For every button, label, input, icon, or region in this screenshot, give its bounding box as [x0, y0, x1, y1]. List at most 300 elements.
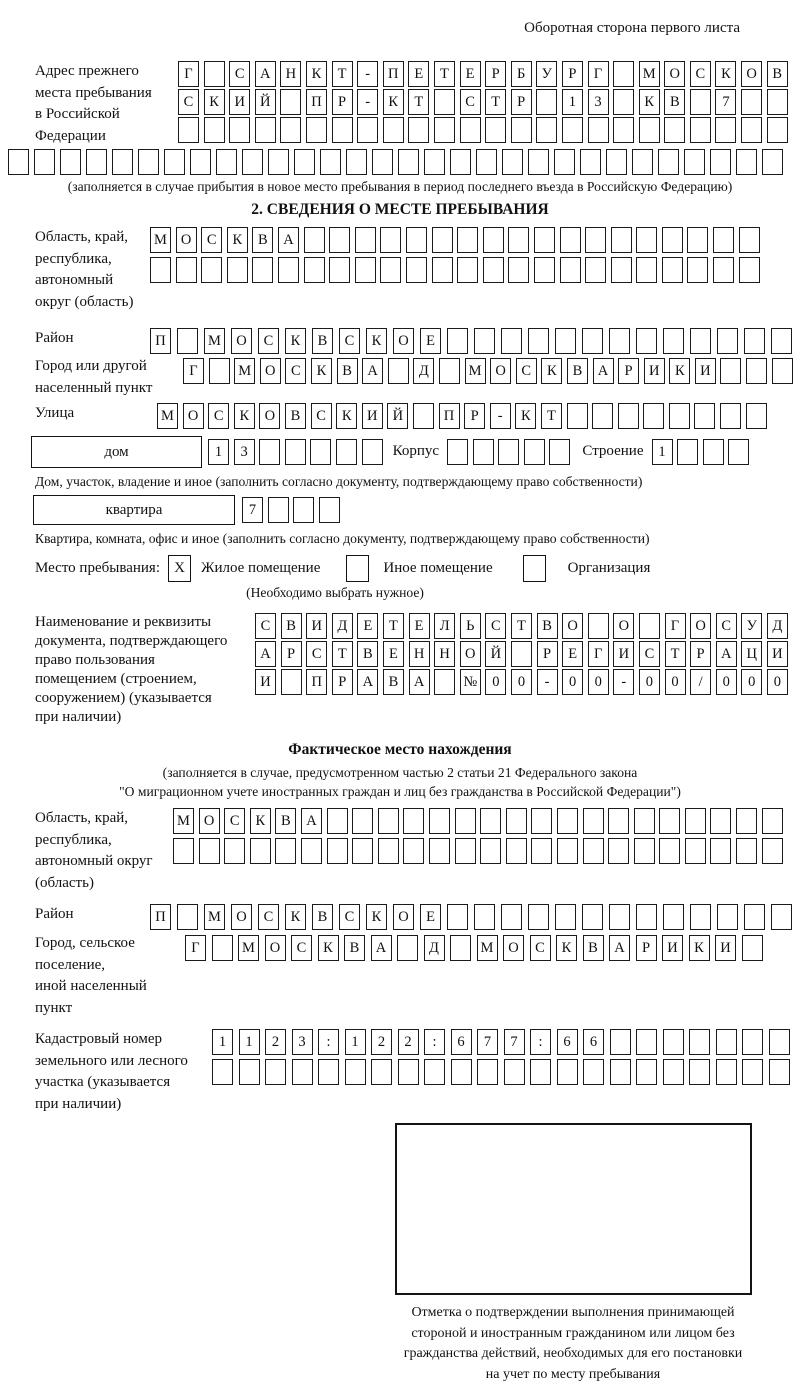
char-box: 6	[557, 1029, 578, 1055]
char-box	[259, 439, 280, 465]
char-box: 7	[715, 89, 736, 115]
char-box	[320, 149, 341, 175]
char-box	[292, 1059, 313, 1085]
char-box: С	[258, 904, 279, 930]
section2-title: 2. СВЕДЕНИЯ О МЕСТЕ ПРЕБЫВАНИЯ	[251, 201, 549, 218]
char-box	[720, 403, 741, 429]
char-box	[380, 227, 401, 253]
char-box	[480, 808, 501, 834]
char-box	[762, 838, 783, 864]
char-box	[506, 838, 527, 864]
fact-city-row	[185, 935, 763, 961]
char-box	[531, 838, 552, 864]
char-box: Б	[511, 61, 532, 87]
char-box	[659, 808, 680, 834]
char-box: С	[224, 808, 245, 834]
char-box	[319, 497, 340, 523]
char-box: М	[157, 403, 178, 429]
char-box	[34, 149, 55, 175]
char-box: К	[556, 935, 577, 961]
char-box	[378, 838, 399, 864]
char-box	[212, 1059, 233, 1085]
char-box	[592, 403, 613, 429]
char-box	[713, 257, 734, 283]
char-box: К	[285, 904, 306, 930]
char-box	[634, 808, 655, 834]
char-box: К	[336, 403, 357, 429]
char-box	[204, 61, 225, 87]
char-box	[362, 439, 383, 465]
char-box: В	[252, 227, 273, 253]
char-box	[769, 1029, 790, 1055]
stamp-area	[395, 1123, 800, 1295]
char-box	[580, 149, 601, 175]
char-box: -	[537, 669, 558, 695]
char-box	[744, 904, 765, 930]
char-box: С	[255, 613, 276, 639]
char-box	[613, 61, 634, 87]
char-box: И	[306, 613, 327, 639]
char-box	[304, 227, 325, 253]
char-box: И	[255, 669, 276, 695]
char-box: 2	[265, 1029, 286, 1055]
char-box	[229, 117, 250, 143]
char-box	[534, 257, 555, 283]
char-box	[636, 904, 657, 930]
char-box: М	[150, 227, 171, 253]
char-box	[536, 89, 557, 115]
char-box: А	[278, 227, 299, 253]
korpus-row	[447, 439, 570, 465]
char-box	[762, 808, 783, 834]
char-box: Д	[767, 613, 788, 639]
char-box	[662, 257, 683, 283]
char-box	[403, 838, 424, 864]
char-box	[567, 403, 588, 429]
fact-city-label: Город, сельское поселение, иной населенный пункт	[35, 935, 147, 1016]
char-box	[610, 1029, 631, 1055]
char-box	[742, 1059, 763, 1085]
char-box	[304, 257, 325, 283]
char-box	[585, 257, 606, 283]
prev-address-row-2	[178, 89, 788, 115]
char-box: Е	[420, 904, 441, 930]
char-box: Г	[588, 61, 609, 87]
oblast-rows	[150, 227, 760, 287]
char-box: Т	[665, 641, 686, 667]
char-box: В	[537, 613, 558, 639]
char-box	[549, 439, 570, 465]
residential-label: Жилое помещение	[201, 560, 321, 576]
char-box	[455, 808, 476, 834]
char-box: Е	[420, 328, 441, 354]
char-box	[588, 613, 609, 639]
char-box	[397, 935, 418, 961]
residential-checkbox: X	[168, 555, 191, 582]
char-box	[406, 227, 427, 253]
char-box	[60, 149, 81, 175]
char-box: С	[530, 935, 551, 961]
char-box: О	[664, 61, 685, 87]
char-box	[301, 838, 322, 864]
char-box	[717, 328, 738, 354]
char-box	[710, 808, 731, 834]
char-box	[498, 439, 519, 465]
char-box: Т	[383, 613, 404, 639]
raion-label: Район	[35, 330, 74, 346]
char-box	[713, 227, 734, 253]
oblast-row-2	[150, 257, 760, 283]
char-box	[212, 935, 233, 961]
char-box	[329, 257, 350, 283]
char-box: А	[593, 358, 614, 384]
char-box	[345, 1059, 366, 1085]
char-box	[250, 838, 271, 864]
char-box	[280, 89, 301, 115]
char-box: Г	[178, 61, 199, 87]
char-box	[383, 117, 404, 143]
other-premises-label: Иное помещение	[383, 560, 493, 576]
char-box: Г	[183, 358, 204, 384]
char-box	[476, 149, 497, 175]
char-box: 7	[477, 1029, 498, 1055]
fact-oblast-row-1	[173, 808, 783, 834]
char-box: 3	[588, 89, 609, 115]
fact-note-1: (заполняется в случае, предусмотренном частью 2 статьи 21 Федерального закона	[162, 765, 638, 780]
char-box	[294, 149, 315, 175]
char-box: Н	[409, 641, 430, 667]
char-box: 2	[371, 1029, 392, 1055]
char-box	[663, 328, 684, 354]
char-box: Р	[690, 641, 711, 667]
char-box	[739, 227, 760, 253]
char-box	[534, 227, 555, 253]
char-box	[636, 1029, 657, 1055]
stay-type-note: (Необходимо выбрать нужное)	[246, 585, 424, 600]
char-box	[480, 838, 501, 864]
char-box: Р	[464, 403, 485, 429]
char-box: М	[465, 358, 486, 384]
char-box: О	[231, 328, 252, 354]
char-box: Т	[332, 61, 353, 87]
char-box	[434, 117, 455, 143]
char-box	[728, 439, 749, 465]
char-box	[690, 117, 711, 143]
char-box: К	[306, 61, 327, 87]
char-box: 1	[208, 439, 229, 465]
char-box	[285, 439, 306, 465]
char-box: О	[503, 935, 524, 961]
char-box: И	[613, 641, 634, 667]
char-box	[560, 257, 581, 283]
char-box: С	[229, 61, 250, 87]
char-box: :	[318, 1029, 339, 1055]
char-box	[406, 257, 427, 283]
char-box: К	[689, 935, 710, 961]
char-box	[138, 149, 159, 175]
char-box	[771, 904, 792, 930]
stroenie-label: Строение	[582, 443, 644, 460]
char-box: В	[664, 89, 685, 115]
cadastre-label: Кадастровый номер земельного или лесного участка (указывается при наличии)	[35, 1031, 188, 1112]
char-box: П	[150, 904, 171, 930]
char-box	[685, 838, 706, 864]
char-box: П	[306, 669, 327, 695]
char-box: Д	[413, 358, 434, 384]
char-box: 0	[511, 669, 532, 695]
city-section	[0, 356, 800, 399]
char-box: В	[281, 613, 302, 639]
char-box: О	[259, 403, 280, 429]
char-box: С	[201, 227, 222, 253]
char-box: С	[178, 89, 199, 115]
char-box	[209, 358, 230, 384]
char-box: И	[715, 935, 736, 961]
char-box	[352, 808, 373, 834]
char-box: С	[306, 641, 327, 667]
char-box	[677, 439, 698, 465]
char-box	[741, 117, 762, 143]
house-note: Дом, участок, владение и иное (заполнить согласно документу, подтверждающему право собственности)	[35, 474, 643, 489]
char-box: В	[312, 904, 333, 930]
char-box: А	[255, 641, 276, 667]
char-box	[611, 227, 632, 253]
char-box	[610, 1059, 631, 1085]
char-box	[424, 149, 445, 175]
stay-type-option-organization	[523, 555, 651, 582]
char-box: К	[285, 328, 306, 354]
fact-oblast-row-2	[173, 838, 783, 864]
char-box: 2	[398, 1029, 419, 1055]
char-box	[742, 935, 763, 961]
stroenie-row	[652, 439, 750, 465]
char-box	[636, 257, 657, 283]
char-box: П	[383, 61, 404, 87]
stay-type-option-residential	[168, 555, 320, 582]
char-box	[227, 257, 248, 283]
char-box: К	[318, 935, 339, 961]
char-box: М	[173, 808, 194, 834]
char-box	[501, 328, 522, 354]
char-box: Й	[387, 403, 408, 429]
char-box: И	[362, 403, 383, 429]
char-box	[684, 149, 705, 175]
char-box	[86, 149, 107, 175]
char-box: С	[258, 328, 279, 354]
char-box: В	[344, 935, 365, 961]
char-box	[536, 117, 557, 143]
char-box	[310, 439, 331, 465]
street-section	[0, 403, 800, 429]
char-box: 6	[451, 1029, 472, 1055]
flat-note: Квартира, комната, офис и иное (заполнить согласно документу, подтверждающему право собственности)	[35, 531, 650, 546]
document-row-3	[255, 669, 788, 695]
char-box: В	[275, 808, 296, 834]
char-box: Й	[485, 641, 506, 667]
char-box	[224, 838, 245, 864]
char-box	[557, 808, 578, 834]
char-box: Е	[562, 641, 583, 667]
char-box: К	[366, 904, 387, 930]
char-box: К	[311, 358, 332, 384]
char-box: Р	[618, 358, 639, 384]
char-box: :	[530, 1029, 551, 1055]
char-box: 0	[562, 669, 583, 695]
fact-oblast-label: Область, край, республика, автономный округ (область)	[35, 810, 153, 891]
char-box	[190, 149, 211, 175]
char-box: С	[208, 403, 229, 429]
char-box	[511, 641, 532, 667]
char-box: А	[255, 61, 276, 87]
char-box: Ь	[460, 613, 481, 639]
char-box	[613, 89, 634, 115]
house-number-row	[208, 439, 383, 465]
char-box: Р	[636, 935, 657, 961]
char-box	[434, 669, 455, 695]
char-box	[450, 149, 471, 175]
char-box	[715, 117, 736, 143]
char-box: -	[357, 61, 378, 87]
char-box: П	[306, 89, 327, 115]
char-box: С	[690, 61, 711, 87]
prev-address-label: Адрес прежнего места пребывания в Российской Федерации	[35, 63, 152, 144]
char-box: К	[250, 808, 271, 834]
char-box: Т	[541, 403, 562, 429]
char-box: У	[536, 61, 557, 87]
char-box	[524, 439, 545, 465]
char-box	[739, 257, 760, 283]
char-box: 0	[767, 669, 788, 695]
char-box: А	[371, 935, 392, 961]
char-box	[608, 808, 629, 834]
char-box: А	[357, 669, 378, 695]
house-section	[0, 436, 800, 468]
char-box	[506, 808, 527, 834]
char-box	[199, 838, 220, 864]
char-box	[388, 358, 409, 384]
char-box: С	[639, 641, 660, 667]
char-box	[669, 403, 690, 429]
char-box	[557, 1059, 578, 1085]
char-box: Р	[332, 89, 353, 115]
char-box: О	[741, 61, 762, 87]
char-box: О	[690, 613, 711, 639]
char-box	[483, 257, 504, 283]
prev-address-section	[0, 61, 800, 147]
char-box	[771, 328, 792, 354]
char-box	[380, 257, 401, 283]
char-box	[201, 257, 222, 283]
char-box	[508, 227, 529, 253]
char-box: Е	[357, 613, 378, 639]
char-box: 3	[292, 1029, 313, 1055]
char-box: Т	[434, 61, 455, 87]
char-box	[716, 1059, 737, 1085]
char-box	[511, 117, 532, 143]
char-box: №	[460, 669, 481, 695]
char-box: 1	[239, 1029, 260, 1055]
char-box: О	[460, 641, 481, 667]
char-box: С	[485, 613, 506, 639]
char-box	[560, 227, 581, 253]
char-box: К	[227, 227, 248, 253]
char-box: В	[312, 328, 333, 354]
char-box	[609, 904, 630, 930]
char-box	[689, 1059, 710, 1085]
char-box: 7	[242, 497, 263, 523]
char-box	[636, 328, 657, 354]
char-box	[346, 149, 367, 175]
char-box: К	[669, 358, 690, 384]
fact-oblast-section	[0, 808, 800, 894]
char-box	[742, 1029, 763, 1055]
raion-row	[150, 328, 792, 354]
char-box: С	[291, 935, 312, 961]
char-box: С	[311, 403, 332, 429]
char-box	[703, 439, 724, 465]
char-box: А	[362, 358, 383, 384]
char-box	[447, 904, 468, 930]
char-box	[306, 117, 327, 143]
char-box: С	[339, 328, 360, 354]
char-box	[720, 358, 741, 384]
char-box	[457, 257, 478, 283]
char-box	[772, 358, 793, 384]
char-box: 1	[345, 1029, 366, 1055]
fact-oblast-rows	[173, 808, 783, 868]
oblast-row-1	[150, 227, 760, 253]
char-box	[352, 838, 373, 864]
char-box: 1	[562, 89, 583, 115]
char-box: М	[204, 328, 225, 354]
char-box	[744, 328, 765, 354]
char-box	[555, 328, 576, 354]
char-box: Г	[588, 641, 609, 667]
char-box: -	[613, 669, 634, 695]
char-box	[280, 117, 301, 143]
char-box	[408, 117, 429, 143]
char-box	[583, 1059, 604, 1085]
char-box	[371, 1059, 392, 1085]
char-box: 1	[652, 439, 673, 465]
char-box	[609, 328, 630, 354]
char-box	[398, 149, 419, 175]
fact-raion-section	[0, 904, 800, 930]
char-box	[318, 1059, 339, 1085]
other-premises-checkbox	[346, 555, 369, 582]
korpus-label: Корпус	[392, 443, 440, 460]
char-box	[606, 149, 627, 175]
char-box: О	[231, 904, 252, 930]
char-box	[611, 257, 632, 283]
char-box: В	[567, 358, 588, 384]
flat-widebox: квартира	[33, 495, 235, 525]
char-box	[429, 808, 450, 834]
char-box	[327, 808, 348, 834]
char-box	[502, 149, 523, 175]
char-box: Р	[485, 61, 506, 87]
char-box: Й	[255, 89, 276, 115]
char-box: К	[383, 89, 404, 115]
char-box	[531, 808, 552, 834]
char-box	[336, 439, 357, 465]
char-box	[585, 227, 606, 253]
char-box	[177, 328, 198, 354]
char-box: :	[424, 1029, 445, 1055]
char-box: И	[229, 89, 250, 115]
char-box	[439, 358, 460, 384]
char-box	[173, 838, 194, 864]
